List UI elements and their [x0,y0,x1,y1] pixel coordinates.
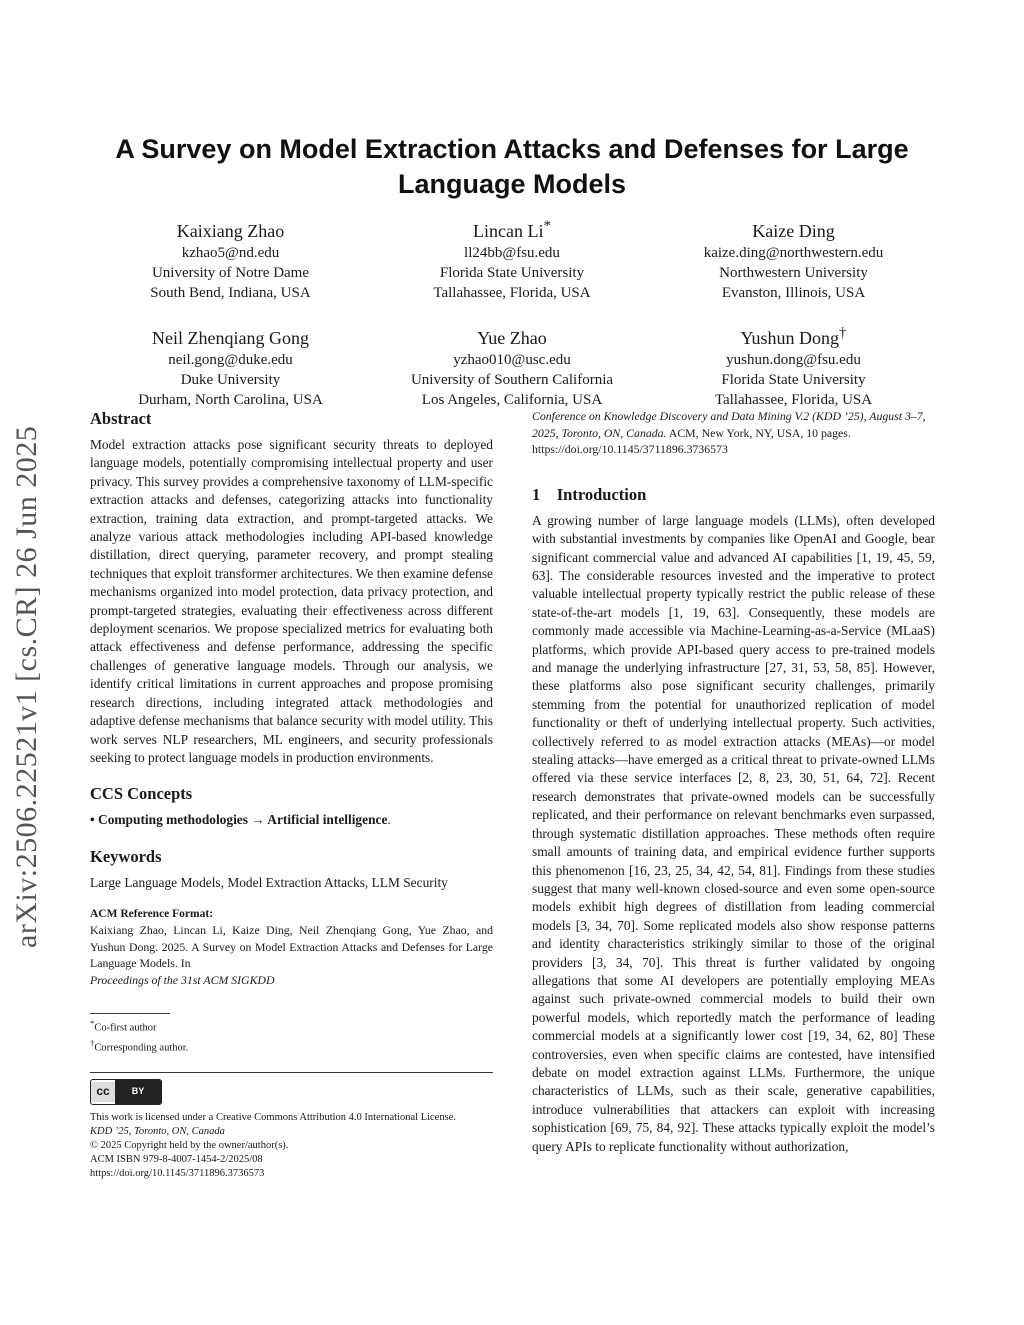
author-affiliation: University of Southern California [410,372,614,388]
author-email[interactable]: neil.gong@duke.edu [168,352,293,368]
by-logo-icon: BY [115,1080,161,1104]
author-affiliation: Florida State University [721,372,866,388]
author-email[interactable]: kzhao5@nd.edu [181,245,280,261]
author-location: Tallahassee, Florida, USA [433,285,591,301]
author-name: Neil Zhenqiang Gong [152,328,309,348]
license-rule [90,1072,493,1073]
acm-reference-heading: ACM Reference Format: [90,908,214,921]
author-mark: * [543,218,551,234]
introduction-text: A growing number of large language models (LLMs), often developed with substantial investments by companies like OpenAI and Google, bear significant commercial value and advanced AI capabilities [1, 19, 45, 59, 63]. The considerable resources invested and the imperative to protect valuable intellectual property typically restrict the public release of these state-of-the-art models [1, 19, 63]. Consequently, these models are commonly made accessible via Machine-Learning-as-a-Service (MLaaS) platforms, which provide API-based query access to pre-trained models and manage the underlying infrastructure [27, 31, 53, 58, 85]. However, these platforms also pose significant security challenges, primarily stemming from the potential for unauthorized replication of model functionality or theft of underlying intellectual property. Such activities, collectively referred to as model extraction attacks (MEAs)—or model stealing attacks—have emerged as a critical threat to private-owned LLMs offered via these service interfaces [2, 8, 23, 30, 51, 64, 72]. Recent research demonstrates that private-owned models can be successfully replicated, and their performance on relevant benchmarks even surpassed, through systematic distillation approaches. These methods often require small amounts of training data, and empirical evidence further supports this phenomenon [16, 23, 25, 34, 42, 54, 81]. Findings from these studies suggest that many well-known closed-source and even some open-source models exhibit high degrees of distillation from leading commercial models [3, 34, 70]. Some replicated models also show response patterns and identity characteristics strikingly similar to those of the original providers [3, 34, 70]. This threat is further validated by ongoing allegations that some AI developers are potentially employing MEAs against such private-owned commercial models to build their own powerful models, which reportedly match the performance of leading commercial models at a significantly lower cost [19, 34, 62, 80] These controversies, even when specific claims are contested, have intensified debate on model extraction against LLMs. Furthermore, the unique characteristics of LLMs, such as their scale, generative capabilities, introduce vulnerabilities that attackers can exploit with increasing sophistication [69, 75, 84, 92]. These attacks typically exploit the model’s query APIs to replicate functionality without authorization, [532,512,935,1154]
license-isbn: ACM ISBN 979-8-4007-1454-2/2025/08 [90,1154,263,1166]
footnote [90,1016,493,1036]
author-email[interactable]: ll24bb@fsu.edu [464,245,560,261]
author-mark: † [839,325,847,341]
arxiv-identifier: arXiv:2506.22521v1 [cs.CR] 26 Jun 2025 [10,425,43,948]
license-copyright: © 2025 Copyright held by the owner/author(s). [90,1139,289,1151]
author-name: Kaize Ding [752,221,835,241]
ccs-concepts [90,811,493,829]
author-card [90,321,371,410]
author-affiliation: University of Notre Dame [151,265,310,281]
author-name: Yushun Dong [740,328,839,348]
keywords-text: Large Language Models, Model Extraction Attacks, LLM Security [90,874,448,890]
footnote-text: Corresponding author. [94,1042,189,1053]
author-location: South Bend, Indiana, USA [150,285,311,301]
creative-commons-badge-icon[interactable] [90,1079,162,1105]
acm-reference-text [90,922,493,972]
author-location: Durham, North Carolina, USA [138,392,323,408]
author-name: Kaixiang Zhao [176,221,285,241]
footnote-mark: * [90,1017,95,1028]
cc-logo-icon: cc [91,1082,115,1102]
author-row [90,321,934,410]
paper-title: A Survey on Model Extraction Attacks and Defenses for Large Language Models [115,134,909,199]
author-location: Tallahassee, Florida, USA [714,392,873,408]
author-affiliation: Northwestern University [719,265,868,281]
ccs-heading: CCS Concepts [90,784,193,804]
author-affiliation: Duke University [180,372,281,388]
footnote-text: Co-first author [94,1022,157,1033]
author-block [90,214,934,428]
footnote [90,1036,493,1056]
author-card [653,214,934,303]
license-statement: This work is licensed under a Creative Commons Attribution 4.0 International License. [90,1111,456,1123]
author-affiliation: Florida State University [439,265,585,281]
footnote-mark: † [90,1037,95,1048]
author-email[interactable]: yushun.dong@fsu.edu [726,352,861,368]
author-card [372,214,653,303]
ccs-item: • Computing methodologies → Artificial intelligence [90,812,388,828]
right-column [532,408,935,1156]
author-card [653,321,934,410]
author-location: Los Angeles, California, USA [421,392,603,408]
keywords-heading: Keywords [90,846,162,866]
left-column [90,408,493,1182]
abstract-heading: Abstract [90,409,152,428]
author-row [90,214,934,303]
license-venue: KDD ’25, Toronto, ON, Canada [90,1125,225,1137]
acm-reference-proceedings-start: Proceedings of the 31st ACM SIGKDD [90,972,275,987]
acm-reference-body: Kaixiang Zhao, Lincan Li, Kaize Ding, Neil Zhenqiang Gong, Yue Zhao, and Yushun Dong. 2025. A Survey on Model Extraction Attacks and Defenses for Large Language Models. In [90,923,493,971]
conference-name: Conference on Knowledge Discovery and Data Mining V.2 (KDD ’25), August 3–7, 2025, Toronto, ON, Canada. [532,409,926,440]
abstract-text: Model extraction attacks pose significant security threats to deployed language models, potentially compromising intellectual property and user privacy. This survey provides a comprehensive taxonomy of LLM-specific extraction attacks and defenses, categorizing attacks into functionality extraction, training data extraction, and prompt-targeted attacks. We analyze various attack methodologies including API-based knowledge distillation, direct querying, parameter recovery, and prompt stealing techniques that exploit transformer architectures. We then examine defense mechanisms organized into model protection, data privacy protection, and prompt-targeted strategies, evaluating their effectiveness across different deployment scenarios. We propose specialized metrics for evaluating both attack effectiveness and defense performance, addressing the specific challenges of generative language models. Through our analysis, we identify critical limitations in current approaches and propose promising research directions, including integrated attack methodologies and adaptive defense mechanisms that balance security with model utility. This work serves NLP researchers, ML engineers, and security professionals seeking to protect language models in production environments. [90,437,493,765]
introduction-heading: 1 Introduction [532,484,647,504]
conference-publisher: ACM, New York, NY, USA, 10 pages. https://doi.org/10.1145/3711896.3736573 [532,425,851,457]
license-doi[interactable]: https://doi.org/10.1145/3711896.3736573 [90,1168,265,1180]
license-info [90,1111,493,1182]
author-location: Evanston, Illinois, USA [721,285,866,301]
ccs-trail: . [387,812,391,828]
author-name: Lincan Li [473,221,544,241]
author-card [372,321,653,410]
author-card [90,214,371,303]
acm-reference-continued [532,408,935,458]
author-email[interactable]: kaize.ding@northwestern.edu [703,245,884,261]
author-email[interactable]: yzhao010@usc.edu [453,352,571,368]
author-name: Yue Zhao [477,328,547,348]
